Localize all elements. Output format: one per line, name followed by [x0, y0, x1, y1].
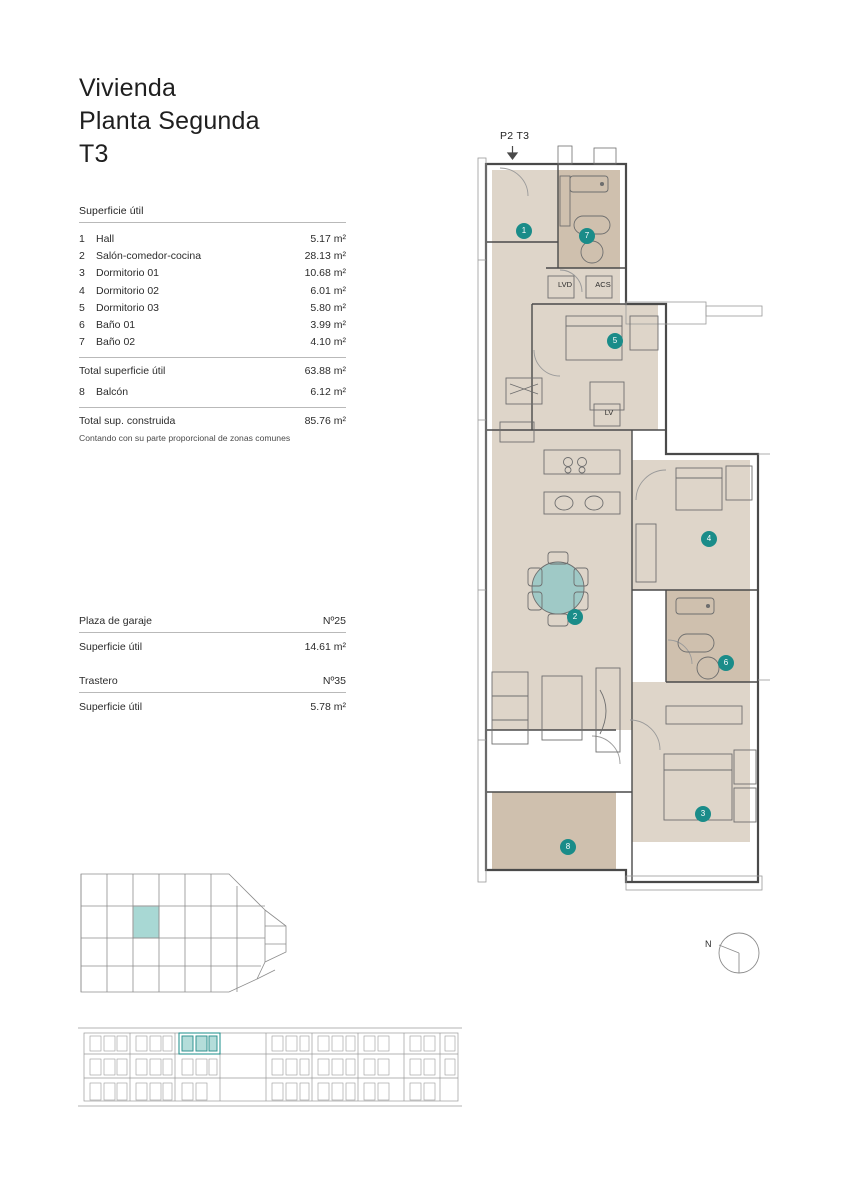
room-number: 3 [79, 267, 85, 280]
appliance-label-lv: LV [604, 408, 614, 417]
appliance-label-acs: ACS [595, 280, 611, 289]
page-title [79, 72, 409, 171]
table-row [79, 314, 346, 331]
site-key-plan [79, 866, 294, 999]
table-row [79, 262, 346, 279]
room-marker-6: 6 [718, 655, 734, 671]
garage-area-row [79, 633, 346, 653]
room-label: Balcón [96, 386, 129, 399]
room-label: Dormitorio 01 [96, 267, 160, 280]
areas-note [79, 427, 346, 443]
garage-area-value: 14.61 m² [304, 641, 346, 653]
room-area: 10.68 m² [304, 267, 346, 280]
title-line-1: Vivienda [79, 74, 177, 102]
storage-heading [79, 675, 346, 693]
room-marker-7: 7 [579, 228, 595, 244]
total-construida-label: Total sup. construida [79, 415, 176, 428]
room-label: Hall [96, 233, 115, 245]
compass-icon [705, 925, 765, 981]
building-elevation-svg [70, 1022, 470, 1114]
appliance-label-lvd: LVD [557, 280, 573, 289]
areas-note-text: Contando con su parte proporcional de zonas comunes [79, 433, 291, 444]
extras-table [79, 615, 346, 713]
room-label: Baño 01 [96, 318, 136, 331]
table-row [79, 331, 346, 348]
storage-area-value: 5.78 m² [310, 701, 346, 713]
room-area: 4.10 m² [310, 336, 346, 349]
table-row [79, 245, 346, 262]
room-label: Dormitorio 03 [96, 301, 160, 314]
title-line-2: Planta Segunda [79, 107, 260, 135]
room-number: 7 [79, 336, 85, 349]
title-line-3: T3 [79, 140, 109, 168]
room-area: 3.99 m² [310, 318, 346, 331]
room-area: 5.80 m² [310, 301, 346, 314]
storage-area-row [79, 693, 346, 713]
garage-heading [79, 615, 346, 633]
total-utilarea-row [79, 357, 346, 377]
storage-code: Nº35 [322, 675, 346, 687]
room-number: 5 [79, 301, 85, 314]
room-number: 2 [79, 250, 85, 263]
building-elevation [70, 1022, 470, 1114]
total-util-value: 63.88 m² [304, 365, 346, 378]
compass [705, 925, 765, 981]
room-label: Salón-comedor-cocina [96, 250, 202, 263]
room-number: 8 [79, 386, 85, 399]
room-area: 5.17 m² [310, 233, 346, 245]
table-row [79, 377, 346, 398]
storage-title: Trastero [79, 675, 118, 687]
room-marker-3: 3 [695, 806, 711, 822]
room-number: 1 [79, 233, 85, 245]
areas-table [79, 205, 346, 443]
room-marker-1: 1 [516, 223, 532, 239]
room-label: Dormitorio 02 [96, 284, 160, 297]
room-marker-4: 4 [701, 531, 717, 547]
room-marker-5: 5 [607, 333, 623, 349]
total-construida-value: 85.76 m² [304, 415, 346, 428]
areas-heading: Superficie útil [79, 205, 346, 223]
floor-plan-svg [470, 120, 790, 970]
compass-north-label: N [705, 939, 712, 949]
floorplan-code: P2 T3 [500, 130, 530, 142]
table-row [79, 279, 346, 296]
garage-area-label: Superficie útil [79, 641, 143, 653]
total-util-label: Total superficie útil [79, 365, 166, 378]
entry-arrow-icon [506, 146, 519, 162]
total-builtarea-row [79, 407, 346, 427]
room-area: 6.12 m² [310, 386, 346, 399]
table-row [79, 297, 346, 314]
site-key-plan-svg [79, 866, 294, 999]
room-marker-8: 8 [560, 839, 576, 855]
room-marker-2: 2 [567, 609, 583, 625]
room-area: 28.13 m² [304, 250, 346, 263]
table-row [79, 223, 346, 245]
room-area: 6.01 m² [310, 284, 346, 297]
floor-plan [470, 120, 790, 970]
room-number: 4 [79, 284, 85, 297]
garage-title: Plaza de garaje [79, 615, 152, 627]
room-label: Baño 02 [96, 336, 136, 349]
garage-code: Nº25 [322, 615, 346, 627]
storage-area-label: Superficie útil [79, 701, 143, 713]
room-number: 6 [79, 318, 85, 331]
